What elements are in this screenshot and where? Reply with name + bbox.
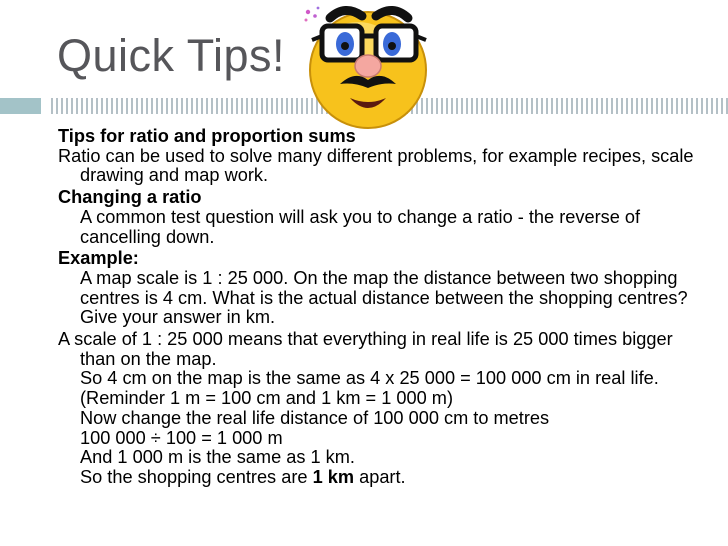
decorative-bar-left	[0, 98, 41, 114]
solution-line-3: (Reminder 1 m = 100 cm and 1 km = 1 000 m)	[80, 388, 454, 409]
example-text: A map scale is 1 : 25 000. On the map the distance between two shopping centres is 4 cm. What is the actual distance between the shopping centres? Give your answer in km.	[80, 267, 688, 328]
slide-title: Quick Tips!	[57, 30, 286, 81]
slide-body	[58, 127, 698, 488]
changing-text: A common test question will ask you to change a ratio - the reverse of cancelling down.	[80, 206, 641, 247]
solution-line-4: Now change the real life distance of 100 000 cm to metres	[80, 407, 550, 428]
intro-paragraph: Ratio can be used to solve many different problems, for example recipes, scale drawing and map work.	[58, 145, 694, 186]
solution-line-5: 100 000 ÷ 100 = 1 000 m	[80, 427, 283, 448]
solution-lead: A scale of 1 : 25 000 means that everything in real life is 25 000 times bigger than on the map.	[58, 329, 673, 369]
solution-line-6: And 1 000 m is the same as 1 km.	[80, 447, 355, 468]
example-title: Example:	[58, 248, 139, 269]
tips-heading: Tips for ratio and proportion sums	[58, 126, 356, 146]
solution-line-7: So the shopping centres are 1 km apart.	[80, 466, 406, 487]
solution-line-2: So 4 cm on the map is the same as 4 x 25 000 = 100 000 cm in real life.	[80, 368, 659, 389]
smiley-icon	[300, 0, 435, 130]
changing-title: Changing a ratio	[58, 187, 202, 208]
